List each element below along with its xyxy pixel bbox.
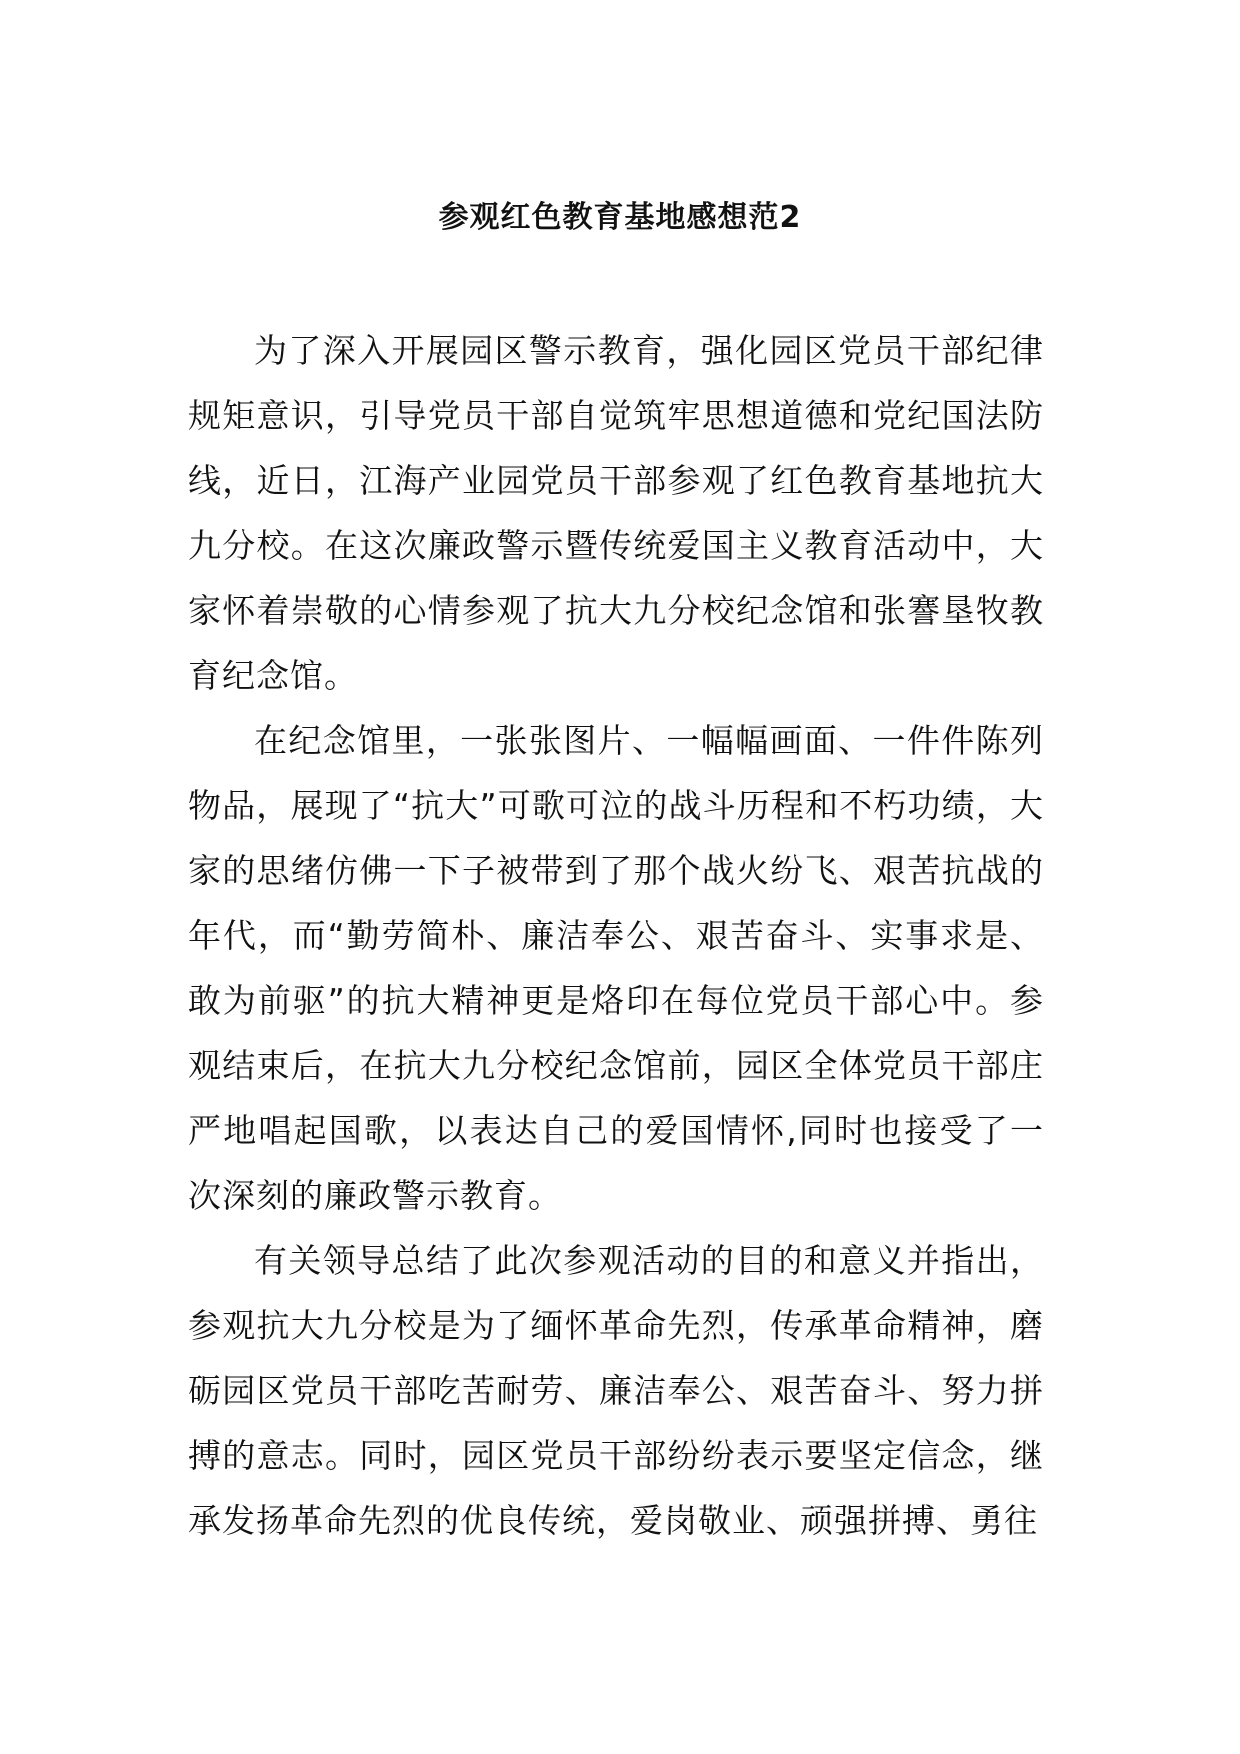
paragraph: 在纪念馆里，一张张图片、一幅幅画面、一件件陈列物品，展现了“抗大”可歌可泣的战斗历程和不朽功绩，大家的思绪仿佛一下子被带到了那个战火纷飞、艰苦抗战的年代，而“勤劳简朴、廉洁奉公、艰苦奋斗、实事求是、敢为前驱”的抗大精神更是烙印在每位党员干部心中。参观结束后，在抗大九分校纪念馆前，园区全体党员干部庄严地唱起国歌，以表达自己的爱国情怀,同时也接受了一次深刻的廉政警示教育。 <box>188 721 1044 1215</box>
paragraph: 有关领导总结了此次参观活动的目的和意义并指出，参观抗大九分校是为了缅怀革命先烈，传承革命精神，磨砺园区党员干部吃苦耐劳、廉洁奉公、艰苦奋斗、努力拼搏的意志。同时，园区党员干部纷纷表示要坚定信念，继承发扬革命先烈的优良传统，爱岗敬业、顽强拼搏、勇往 <box>188 1241 1044 1540</box>
document-body <box>188 318 1044 1553</box>
paragraph: 为了深入开展园区警示教育，强化园区党员干部纪律规矩意识，引导党员干部自觉筑牢思想道德和党纪国法防线，近日，江海产业园党员干部参观了红色教育基地抗大九分校。在这次廉政警示暨传统爱国主义教育活动中，大家怀着崇敬的心情参观了抗大九分校纪念馆和张謇垦牧教育纪念馆。 <box>188 331 1044 695</box>
document-title: 参观红色教育基地感想范2 <box>438 200 802 235</box>
